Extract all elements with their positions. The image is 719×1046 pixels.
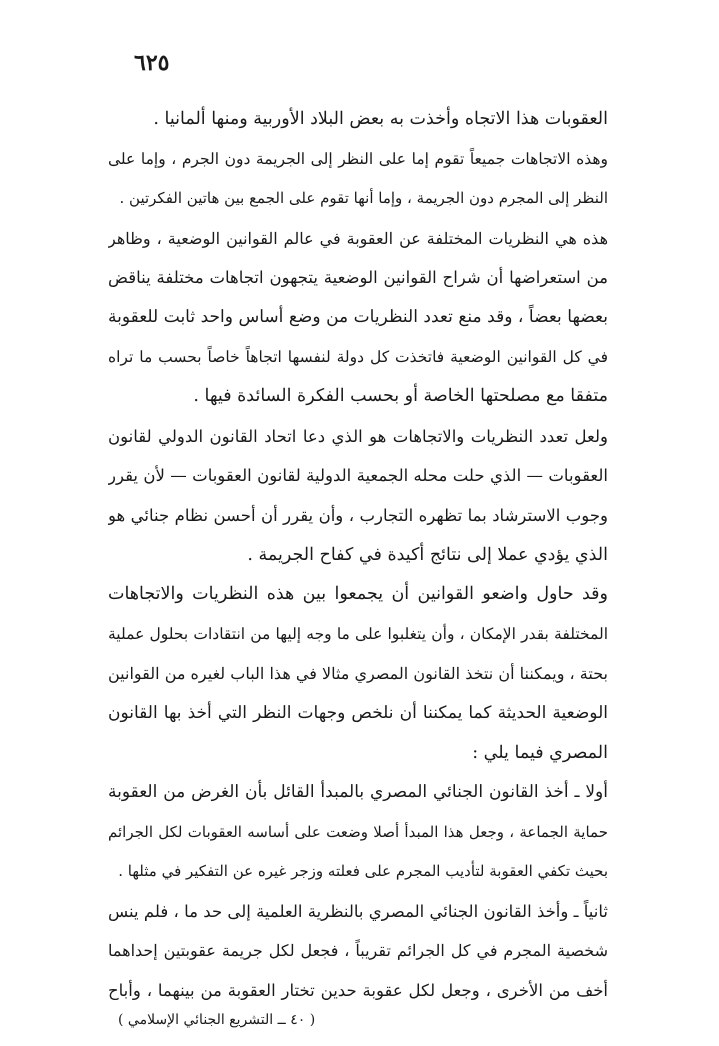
text-line: ولعل تعدد النظريات والاتجاهات هو الذي دعا اتحاد القانون الدولي لقانون [108,426,608,446]
text-line: الذي يؤدي عملا إلى نتائج أكيدة في كفاح الجريمة . [247,544,608,565]
text-line: بحتة ، ويمكننا أن نتخذ القانون المصري مثالا في هذا الباب لغيره من القوانين [108,664,608,684]
text-line: من استعراضها أن شراح القوانين الوضعية يتجهون اتجاهات مختلفة يناقض [108,268,608,288]
footer-signature: ( ٤٠ ــ التشريع الجنائي الإسلامي ) [118,1012,316,1028]
body-text [108,100,608,1011]
text-line: العقوبات هذا الاتجاه وأخذت به بعض البلاد الأوربية ومنها ألمانيا . [153,109,608,129]
text-line: ثانياً ـ وأخذ القانون الجنائي المصري بالنظرية العلمية إلى حد ما ، فلم ينس [108,901,608,921]
text-line: النظر إلى المجرم دون الجريمة ، وإما أنها تقوم على الجمع بين هاتين الفكرتين . [119,189,608,208]
text-line: أخف من الأخرى ، وجعل لكل عقوبة حدين تختار العقوبة من بينهما ، وأباح [108,981,608,1001]
text-line: وقد حاول واضعو القوانين أن يجمعوا بين هذه النظريات والاتجاهات [108,584,608,605]
text-line: بعضها بعضاً ، وقد منع تعدد النظريات من وضع أساس واحد ثابت للعقوبة [108,306,608,327]
text-line: شخصية المجرم في كل الجرائم تقريباً ، فجعل لكل جريمة عقوبتين إحداهما [108,941,608,961]
text-line: الوضعية الحديثة كما يمكننا أن نلخص وجهات النظر التي أخذ بها القانون [108,702,608,723]
text-line: وهذه الاتجاهات جميعاً تقوم إما على النظر إلى الجريمة دون الجرم ، وإما على [108,149,608,168]
text-line: متفقا مع مصلحتها الخاصة أو بحسب الفكرة السائدة فيها . [193,386,608,407]
text-line: بحيث تكفي العقوبة لتأديب المجرم على فعلته وزجر غيره عن التفكير في مثلها . [118,862,608,881]
text-line: حماية الجماعة ، وجعل هذا المبدأ أصلا وضعت على أساسه العقوبات لكل الجرائم [108,822,608,841]
text-line: العقوبات — الذي حلت محله الجمعية الدولية لقانون العقوبات — لأن يقرر [108,466,608,486]
text-line: المصري فيما يلي : [472,742,608,763]
text-line: هذه هي النظريات المختلفة عن العقوبة في عالم القوانين الوضعية ، وظاهر [108,228,608,248]
text-line: في كل القوانين الوضعية فاتخذت كل دولة لنفسها اتجاهاً خاصاً بحسب ما تراه [108,347,608,366]
text-line: أولا ـ أخذ القانون الجنائي المصري بالمبدأ القائل بأن الغرض من العقوبة [108,782,608,803]
text-line: وجوب الاسترشاد بما تظهره التجارب ، وأن يقرر أن أحسن نظام جنائي هو [108,505,608,525]
text-line: المختلفة بقدر الإمكان ، وأن يتغلبوا على ما وجه إليها من انتقادات بحلول عملية [108,624,608,643]
page-number: ٦٢٥ [134,50,170,76]
